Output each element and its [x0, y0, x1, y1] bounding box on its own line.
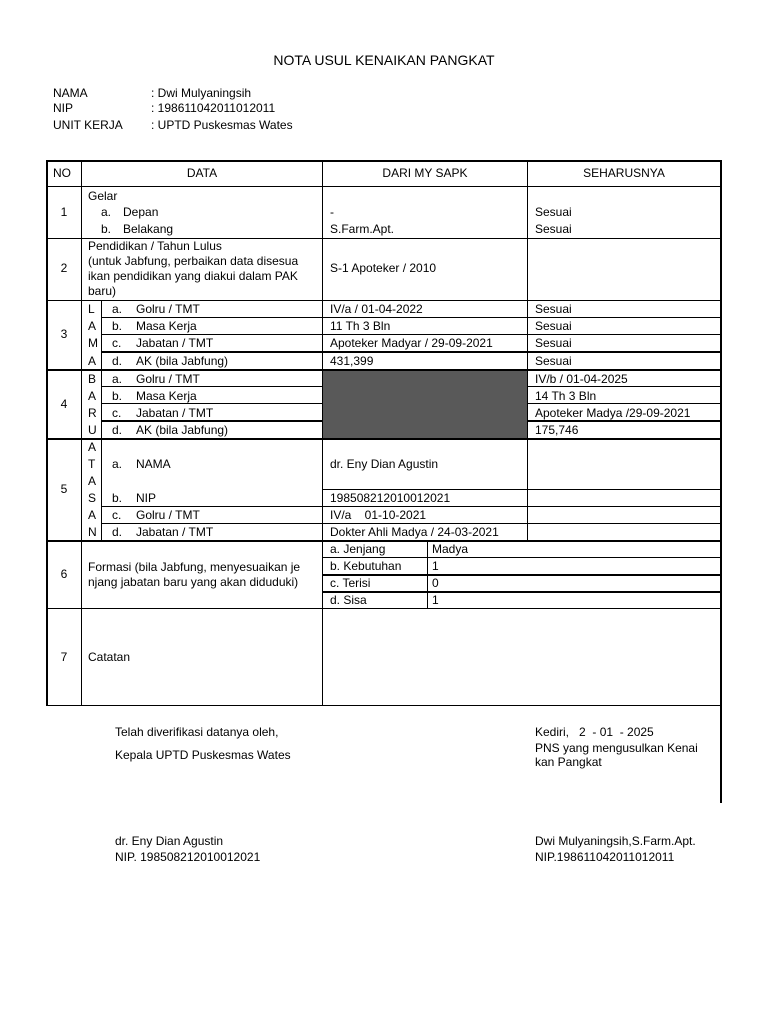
col-header-data: DATA: [186, 166, 218, 180]
nama-value: : Dwi Mulyaningsih: [151, 86, 252, 100]
atasan-nip-value: 198508212010012021: [330, 491, 451, 505]
gelar-label: Gelar: [88, 189, 118, 203]
item-letter: a.: [112, 302, 123, 316]
side-letter: A: [88, 389, 97, 403]
item-label: Golru / TMT: [136, 508, 200, 522]
nip-label: NIP: [53, 101, 74, 115]
gelar-belakang-label: Belakang: [123, 222, 174, 236]
seharusnya-value: 14 Th 3 Bln: [535, 389, 597, 403]
unit-value: : UPTD Puskesmas Wates: [151, 118, 293, 132]
item-letter: b.: [112, 319, 123, 333]
side-letter: T: [88, 457, 96, 471]
verified-text: Telah diverifikasi datanya oleh,: [115, 725, 279, 739]
catatan-label: Catatan: [88, 650, 131, 664]
item-label: Jabatan / TMT: [136, 406, 214, 420]
seharusnya-value: Sesuai: [535, 336, 572, 350]
seharusnya-value: Apoteker Madya /29-09-2021: [535, 406, 691, 420]
kepala-title: Kepala UPTD Puskesmas Wates: [115, 748, 291, 762]
seharusnya-value: Sesuai: [535, 302, 572, 316]
side-letter: S: [88, 491, 97, 505]
row-number: 6: [60, 567, 68, 581]
seharusnya-value: Sesuai: [535, 354, 572, 368]
formasi-item-value: 1: [432, 559, 439, 573]
item-label: Golru / TMT: [136, 302, 200, 316]
side-letter: R: [88, 406, 97, 420]
nama-label: NAMA: [53, 86, 88, 100]
document-title: NOTA USUL KENAIKAN PANGKAT: [273, 52, 495, 68]
gelar-depan-label: Depan: [123, 205, 159, 219]
sapk-value: IV/a / 01-04-2022: [330, 302, 423, 316]
item-label: Masa Kerja: [136, 319, 197, 333]
formasi-item-label: a. Jenjang: [330, 542, 386, 556]
sapk-value: 431,399: [330, 354, 374, 368]
seharusnya-value: Sesuai: [535, 319, 572, 333]
seharusnya-value: 175,746: [535, 423, 579, 437]
sapk-value: Apoteker Madyar / 29-09-2021: [330, 336, 493, 350]
seharusnya-value: IV/b / 01-04-2025: [535, 372, 628, 386]
side-letter: N: [88, 525, 97, 539]
pns-title: kan Pangkat: [535, 755, 602, 769]
item-label: NAMA: [136, 457, 171, 471]
seharusnya-value: Sesuai: [535, 205, 572, 219]
place-date: Kediri, 2 - 01 - 2025: [535, 725, 654, 739]
signer-right-name: Dwi Mulyaningsih,S.Farm.Apt.: [535, 834, 696, 848]
side-letter: L: [88, 302, 95, 316]
unit-label: UNIT KERJA: [53, 118, 123, 132]
pendidikan-note: ikan pendidikan yang diakui dalam PAK: [88, 269, 298, 283]
side-letter: B: [88, 372, 97, 386]
atasan-nama-value: dr. Eny Dian Agustin: [330, 457, 439, 471]
signer-left-name: dr. Eny Dian Agustin: [115, 834, 224, 848]
formasi-item-value: Madya: [432, 542, 469, 556]
row-number: 4: [60, 397, 68, 411]
item-letter: d.: [112, 354, 123, 368]
col-header-no: NO: [53, 166, 71, 180]
pendidikan-label: Pendidikan / Tahun Lulus: [88, 239, 222, 253]
nip-value: : 198611042011012011: [151, 101, 276, 115]
formasi-item-value: 1: [432, 593, 439, 607]
atasan-golru-value: IV/a 01-10-2021: [330, 508, 427, 522]
item-letter: b.: [112, 491, 123, 505]
side-letter: M: [88, 336, 98, 350]
signer-right-nip: NIP.198611042011012011: [535, 850, 675, 864]
formasi-label: Formasi (bila Jabfung, menyesuaikan je: [88, 560, 301, 574]
item-letter: a.: [101, 205, 112, 219]
side-letter: A: [88, 319, 97, 333]
pendidikan-note: (untuk Jabfung, perbaikan data disesua: [88, 254, 299, 268]
atasan-jabatan-value: Dokter Ahli Madya / 24-03-2021: [330, 525, 499, 539]
col-header-seharusnya: SEHARUSNYA: [583, 166, 665, 180]
item-label: Golru / TMT: [136, 372, 200, 386]
side-letter: U: [88, 423, 97, 437]
item-letter: c.: [112, 508, 122, 522]
item-letter: c.: [112, 406, 122, 420]
item-label: AK (bila Jabfung): [136, 423, 229, 437]
item-label: Masa Kerja: [136, 389, 197, 403]
row-number: 7: [60, 650, 68, 664]
item-label: Jabatan / TMT: [136, 525, 214, 539]
row-number: 5: [60, 482, 68, 496]
col-header-sapk: DARI MY SAPK: [382, 166, 468, 180]
row-number: 3: [60, 327, 68, 341]
formasi-item-value: 0: [432, 576, 439, 590]
item-label: Jabatan / TMT: [136, 336, 214, 350]
sapk-value: -: [330, 205, 334, 219]
formasi-item-label: c. Terisi: [330, 576, 371, 590]
side-letter: A: [88, 474, 97, 488]
row-number: 2: [60, 261, 68, 275]
side-letter: A: [88, 440, 97, 454]
item-letter: c.: [112, 336, 122, 350]
item-letter: b.: [112, 389, 123, 403]
side-letter: A: [88, 354, 97, 368]
item-letter: a.: [112, 372, 123, 386]
item-label: NIP: [136, 491, 157, 505]
signer-left-nip: NIP. 198508212010012021: [115, 850, 261, 864]
pendidikan-note: baru): [88, 284, 117, 298]
side-letter: A: [88, 508, 97, 522]
formasi-item-label: b. Kebutuhan: [330, 559, 402, 573]
row-number: 1: [60, 205, 68, 219]
item-letter: d.: [112, 423, 123, 437]
formasi-item-label: d. Sisa: [330, 593, 367, 607]
item-letter: b.: [101, 222, 112, 236]
sapk-value: 11 Th 3 Bln: [330, 319, 391, 333]
item-letter: d.: [112, 525, 123, 539]
pns-title: PNS yang mengusulkan Kenai: [535, 741, 698, 755]
seharusnya-value: Sesuai: [535, 222, 572, 236]
formasi-label: njang jabatan baru yang akan diduduki): [88, 575, 299, 589]
item-label: AK (bila Jabfung): [136, 354, 229, 368]
sapk-value: S-1 Apoteker / 2010: [330, 261, 437, 275]
sapk-value: S.Farm.Apt.: [330, 222, 395, 236]
shaded-cell: [323, 371, 527, 438]
item-letter: a.: [112, 457, 123, 471]
